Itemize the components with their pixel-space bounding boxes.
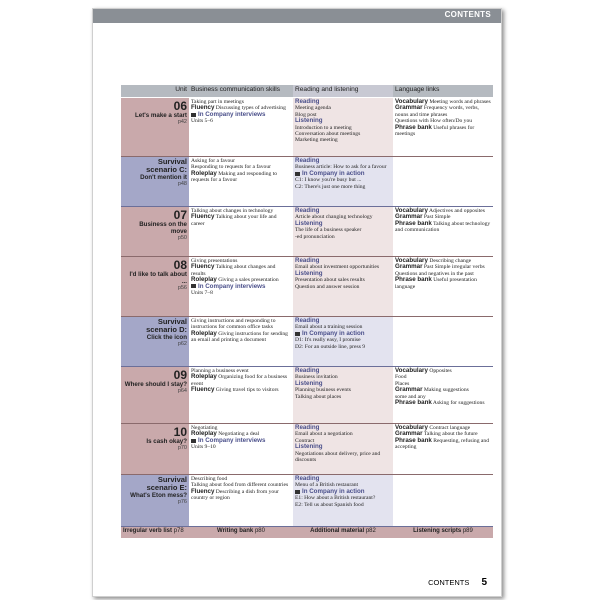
col-bcs: Business communication skills: [189, 85, 293, 98]
line-item: Grammar Making suggestions: [395, 386, 469, 394]
unit-page: p76: [177, 499, 187, 505]
line-item: In Company interviews: [191, 438, 291, 444]
unit-cell[interactable]: [121, 424, 189, 475]
ll-cell: [393, 424, 493, 475]
unit-page: p50: [177, 235, 187, 241]
video-icon: [295, 332, 300, 336]
unit-cell[interactable]: [121, 207, 189, 257]
line-item: Listening: [295, 219, 323, 227]
unit-cell[interactable]: [121, 475, 189, 527]
unit-cell[interactable]: [121, 157, 189, 207]
col-ll: Language links: [393, 85, 493, 98]
unit-title: Let's make a start: [134, 112, 187, 119]
unit-row: [121, 157, 493, 207]
line-item: In Company interviews: [191, 284, 291, 290]
video-icon: [295, 172, 300, 176]
line-item: Email about investment opportunities: [295, 264, 380, 271]
rl-cell: [293, 367, 393, 424]
line-item: Taking part in meetings: [191, 99, 244, 105]
line-item: D2: For an outside line, press 9: [295, 343, 366, 350]
line-item: Vocabulary Meeting words and phrases: [395, 98, 491, 105]
line-item: Talking about places: [295, 393, 342, 400]
contents-table: [121, 85, 493, 538]
line-item: Contract: [295, 437, 315, 444]
line-item: Business invitation: [295, 374, 338, 381]
line-item: Business article: How to ask for a favour: [295, 164, 387, 171]
col-unit: Unit: [121, 85, 189, 98]
line-item: Conversation about meetings: [295, 131, 361, 138]
line-item: -ed pronunciation: [295, 233, 335, 240]
line-item: Vocabulary Contract language: [395, 424, 471, 431]
rl-cell: [293, 257, 393, 317]
line-item: Talking about food from different countries: [191, 482, 289, 489]
unit-number: 06: [173, 99, 187, 113]
unit-page: p64: [177, 388, 187, 394]
page-footer: [428, 577, 487, 588]
line-item: Reading: [295, 317, 320, 324]
line-item: Fluency Giving travel tips to visitors: [191, 386, 279, 394]
line-item: Talking about changes in technology: [191, 208, 274, 214]
unit-row: [121, 424, 493, 475]
line-item: Introduction to a meeting: [295, 124, 352, 131]
unit-title: scenario E:: [146, 483, 187, 492]
line-item: Phrase bank Useful phrases for meetings: [395, 123, 475, 138]
line-item: Food: [395, 374, 407, 381]
line-item: C2: There's just one more thing: [295, 183, 366, 190]
unit-subtitle: Don't mention it: [140, 174, 187, 181]
line-item: Fluency Discussing types of advertising: [191, 104, 286, 112]
line-item: Vocabulary Opposites: [395, 367, 452, 374]
unit-cell[interactable]: [121, 257, 189, 317]
line-item: Places: [395, 380, 410, 387]
unit-number: 10: [173, 425, 187, 439]
video-icon: [191, 439, 196, 443]
appendix-scripts[interactable]: Listening scripts p89: [393, 527, 493, 539]
line-item: D1: It's really easy, I promise: [295, 337, 361, 344]
unit-page: p48: [177, 181, 187, 187]
line-item: Questions with How often/Do you: [395, 118, 473, 125]
unit-title: Where should I stay?: [124, 381, 187, 388]
line-item: Reading: [295, 257, 320, 264]
unit-cell[interactable]: [121, 367, 189, 424]
line-item: Fluency Talking about changes and results: [191, 263, 276, 277]
line-item: Roleplay Making and responding to requests for a favour: [191, 169, 278, 184]
line-item: Phrase bank Talking about technology and communication: [395, 219, 491, 234]
page-number: 5: [481, 577, 487, 588]
line-item: Planning business events: [295, 387, 351, 394]
footer-label: CONTENTS: [428, 578, 470, 587]
survival-label: Survival: [157, 317, 187, 326]
line-item: Marketing meeting: [295, 137, 338, 144]
unit-cell[interactable]: [121, 317, 189, 367]
rl-cell: [293, 157, 393, 207]
video-icon: [295, 490, 300, 494]
appendix-writing[interactable]: Writing bank p80: [189, 527, 293, 539]
col-rl: Reading and listening: [293, 85, 393, 98]
line-item: Units 9–10: [191, 444, 216, 451]
unit-number: 09: [173, 368, 187, 382]
line-item: Fluency Talking about your life and career: [191, 213, 277, 227]
line-item: Grammar Talking about the future: [395, 430, 478, 438]
line-item: C1: I know you're busy but ...: [295, 177, 362, 184]
unit-cell[interactable]: [121, 98, 189, 157]
ll-cell: [393, 317, 493, 367]
unit-page: p42: [177, 119, 187, 125]
line-item: Grammar Past Simple irregular verbs: [395, 263, 485, 271]
rl-cell: [293, 98, 393, 157]
bcs-cell: [189, 157, 293, 207]
line-item: Grammar Past Simple: [395, 213, 451, 221]
appendix-additional[interactable]: Additional material p82: [293, 527, 393, 539]
line-item: The life of a business speaker: [295, 227, 362, 234]
unit-page: p56: [177, 285, 187, 291]
line-item: Menu of a British restaurant: [295, 482, 359, 489]
line-item: Negotiating: [191, 425, 218, 431]
line-item: Presentation about sales results: [295, 277, 365, 284]
line-item: Question and answer session: [295, 283, 360, 290]
line-item: Roleplay Negotiating a deal: [191, 430, 260, 438]
line-item: Phrase bank Asking for suggestions: [395, 399, 485, 407]
ll-cell: [393, 157, 493, 207]
ll-cell: [393, 98, 493, 157]
line-item: Reading: [295, 475, 320, 482]
line-item: Email about a training session: [295, 324, 363, 331]
video-icon: [191, 284, 196, 288]
ll-cell: [393, 367, 493, 424]
unit-row: [121, 257, 493, 317]
line-item: In Company in action: [295, 171, 391, 177]
unit-row: [121, 475, 493, 527]
line-item: Asking for a favour: [191, 158, 235, 164]
appendix-irregular[interactable]: Irregular verb list p78: [121, 527, 189, 539]
unit-title: scenario C:: [146, 165, 187, 174]
unit-row: [121, 207, 493, 257]
line-item: Fluency Describing a dish from your country or region: [191, 487, 279, 502]
unit-row: [121, 317, 493, 367]
line-item: E1: How about a British restaurant?: [295, 495, 376, 502]
line-item: Responding to requests for a favour: [191, 164, 272, 171]
line-item: Reading: [295, 424, 320, 431]
book-page: [92, 8, 502, 597]
rl-cell: [293, 424, 393, 475]
line-item: E2: Tell us about Spanish food: [295, 501, 364, 508]
bcs-cell: [189, 367, 293, 424]
line-item: In Company in action: [295, 489, 391, 495]
unit-title: I'd like to talk about ...: [129, 271, 187, 285]
header-bar: [93, 9, 501, 23]
unit-page: p62: [177, 341, 187, 347]
unit-number: 08: [173, 258, 187, 272]
line-item: Describing food: [191, 476, 228, 482]
line-item: Units 7–8: [191, 290, 213, 297]
unit-subtitle: Click the icon: [146, 334, 187, 341]
unit-number: 07: [173, 208, 187, 222]
line-item: Units 5–6: [191, 118, 213, 125]
unit-title: scenario D:: [146, 325, 187, 334]
unit-title: Is cash okay?: [146, 438, 187, 445]
bcs-cell: [189, 317, 293, 367]
bcs-cell: [189, 424, 293, 475]
line-item: Blog post: [295, 111, 317, 118]
line-item: Grammar Frequency words, verbs, nouns and time phrases: [395, 104, 479, 118]
line-item: Giving instructions and responding to instructions for common office tasks: [191, 318, 276, 331]
ll-cell: [393, 475, 493, 527]
line-item: Listening: [295, 269, 323, 277]
ll-cell: [393, 257, 493, 317]
line-item: Roleplay Giving instructions for sending an email and printing a document: [191, 329, 288, 344]
survival-label: Survival: [157, 475, 187, 484]
bcs-cell: [189, 98, 293, 157]
unit-subtitle: What's Eton mess?: [130, 492, 187, 499]
rl-cell: [293, 317, 393, 367]
unit-row: [121, 98, 493, 157]
appendix-row: [121, 527, 493, 539]
line-item: Listening: [295, 379, 323, 387]
unit-title: Business on the move: [139, 221, 187, 235]
line-item: Email about a negotiation: [295, 431, 353, 438]
line-item: Roleplay Organizing food for a business event: [191, 373, 288, 387]
unit-page: p70: [177, 445, 187, 451]
line-item: Planning a business event: [191, 368, 249, 374]
line-item: Listening: [295, 117, 323, 125]
line-item: Negotiations about delivery, price and discounts: [295, 450, 381, 464]
line-item: Vocabulary Adjectives and opposites: [395, 207, 485, 214]
line-item: Reading: [295, 157, 320, 164]
rl-cell: [293, 475, 393, 527]
line-item: In Company in action: [295, 331, 391, 337]
header-title: CONTENTS: [444, 10, 491, 19]
line-item: Reading: [295, 367, 320, 374]
line-item: Listening: [295, 443, 323, 451]
bcs-cell: [189, 207, 293, 257]
line-item: Giving presentations: [191, 258, 238, 264]
line-item: Vocabulary Describing change: [395, 257, 472, 264]
line-item: Phrase bank Requesting, refusing and accepting: [395, 436, 489, 451]
ll-cell: [393, 207, 493, 257]
bcs-cell: [189, 475, 293, 527]
unit-row: [121, 367, 493, 424]
line-item: Article about changing technology: [295, 214, 373, 221]
line-item: some and any: [395, 393, 426, 400]
line-item: Roleplay Giving a sales presentation: [191, 276, 279, 284]
line-item: Phrase bank Useful presentation language: [395, 276, 477, 290]
rl-cell: [293, 207, 393, 257]
line-item: Meeting agenda: [295, 105, 331, 112]
line-item: Reading: [295, 207, 320, 214]
line-item: Reading: [295, 98, 320, 105]
video-icon: [191, 113, 196, 117]
bcs-cell: [189, 257, 293, 317]
line-item: In Company interviews: [191, 112, 291, 118]
line-item: Questions and negatives in the past: [395, 270, 474, 277]
survival-label: Survival: [157, 157, 187, 166]
